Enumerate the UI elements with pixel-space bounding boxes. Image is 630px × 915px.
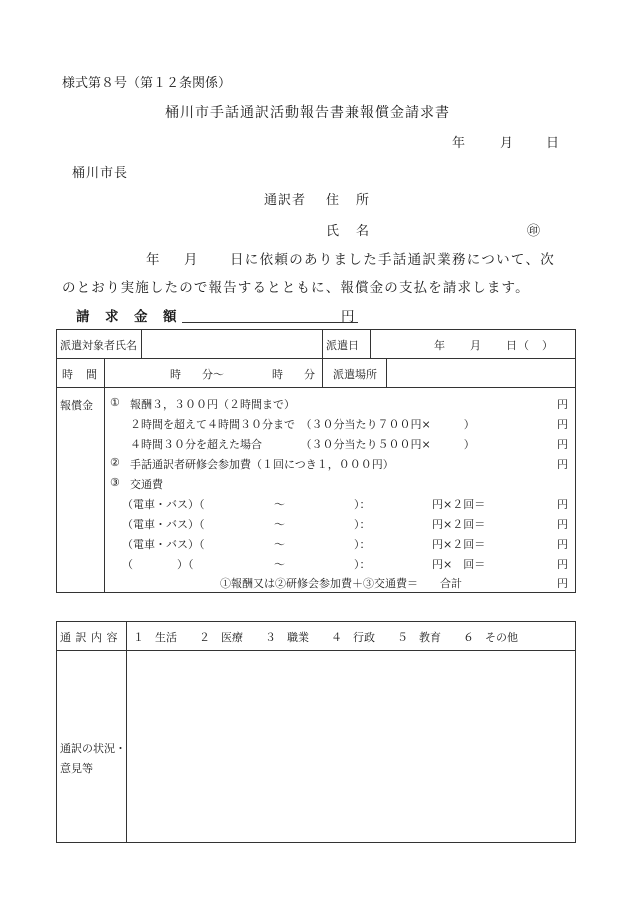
transport-calc: 円× 回＝ [432,558,486,571]
interpretation-content-label: 通 訳 内 容 [60,631,118,644]
transport-tilde: ～ [274,518,285,531]
time-minute-start: 分～ [202,368,224,381]
interpretation-table [56,621,576,843]
table1-col-divider [370,330,371,358]
recipient-name-label: 派遣対象者氏名 [60,339,137,352]
transport-calc: 円×２回＝ [432,498,486,511]
time-hour-start: 時 [170,368,181,381]
dispatch-date-label: 派遣日 [326,339,359,352]
name-label: 氏 名 [326,224,372,239]
transport-calc: 円×２回＝ [432,518,486,531]
transport-calc: 円×２回＝ [432,538,486,551]
transport-mode: （電車・バス）（ [122,538,205,551]
table1-row-divider [56,387,576,388]
reward-label: 報償金 [60,399,93,412]
statement-month: 月 [184,252,198,268]
transport-close: ）： [354,498,371,511]
transport-yen: 円 [557,538,568,551]
dispatch-place-label: 派遣場所 [333,368,377,381]
statement-line2: のとおり実施したので報告するとともに、報償金の支払を請求します。 [62,280,530,296]
reward-row-text: 手話通訳者研修会参加費（１回につき１，０００円） [130,458,394,471]
total-formula: ①報酬又は②研修会参加費＋③交通費＝ 合計 [220,577,462,590]
transport-tilde: ～ [274,498,285,511]
status-comments-label-line2: 意見等 [60,762,93,775]
reward-row-number: ② [110,456,120,469]
status-comments-label-line1: 通訳の状況・ [60,742,126,755]
time-label: 時 間 [62,368,98,381]
reward-row-yen: 円 [557,398,568,411]
table2-col-divider [126,622,127,843]
time-hour-end: 時 [272,368,283,381]
reward-row-text: ２時間を超えて４時間３０分まで （３０分当たり７００円× ） [130,418,475,431]
table1-col-divider [141,330,142,358]
transport-mode: （電車・バス）（ [122,518,205,531]
claim-amount-yen: 円 [341,309,355,325]
transport-yen: 円 [557,518,568,531]
document-title: 桶川市手話通訳活動報告書兼報償金請求書 [165,105,450,121]
transport-mode: （ ）（ [122,558,194,571]
table2-row-divider [56,650,576,651]
statement-year: 年 [146,252,160,268]
total-yen: 円 [557,577,568,590]
table1-row-divider [56,358,576,359]
reward-row-number: ① [110,396,120,409]
reward-row-text: 交通費 [130,478,163,491]
reward-row-yen: 円 [557,418,568,431]
dispatch-date-value: 年 月 日（ ） [434,339,554,352]
transport-mode: （電車・バス）（ [122,498,205,511]
date-year-label: 年 [452,136,466,151]
statement-line1: 日に依頼のありました手話通訳業務について、次 [230,252,556,268]
reward-row-yen: 円 [557,458,568,471]
claim-amount-underline [182,322,358,323]
table1-col-divider [104,359,105,387]
transport-yen: 円 [557,558,568,571]
transport-tilde: ～ [274,538,285,551]
time-minute-end: 分 [304,368,315,381]
transport-tilde: ～ [274,558,285,571]
transport-close: ）： [354,538,371,551]
interpreter-label: 通訳者 [264,193,307,208]
transport-close: ）： [354,558,371,571]
transport-close: ）： [354,518,371,531]
date-day-label: 日 [546,136,560,151]
reward-row-yen: 円 [557,438,568,451]
reward-row-number: ③ [110,476,120,489]
addressee: 桶川市長 [72,166,129,181]
form-number: 様式第８号（第１２条関係） [62,76,232,91]
transport-yen: 円 [557,498,568,511]
interpretation-content-options: １ 生活 ２ 医療 ３ 職業 ４ 行政 ５ 教育 ６ その他 [133,631,518,644]
reward-row-text: 報酬３，３００円（２時間まで） [130,398,295,411]
table1-col-divider [386,359,387,387]
address-label: 住 所 [326,193,372,208]
claim-amount-label: 請 求 金 額 [76,309,178,325]
table1-col-divider [104,388,105,593]
seal-mark: ㊞ [527,224,541,239]
table1-col-divider [322,330,323,387]
reward-row-text: ４時間３０分を超えた場合 （３０分当たり５００円× ） [130,438,475,451]
date-month-label: 月 [500,136,514,151]
